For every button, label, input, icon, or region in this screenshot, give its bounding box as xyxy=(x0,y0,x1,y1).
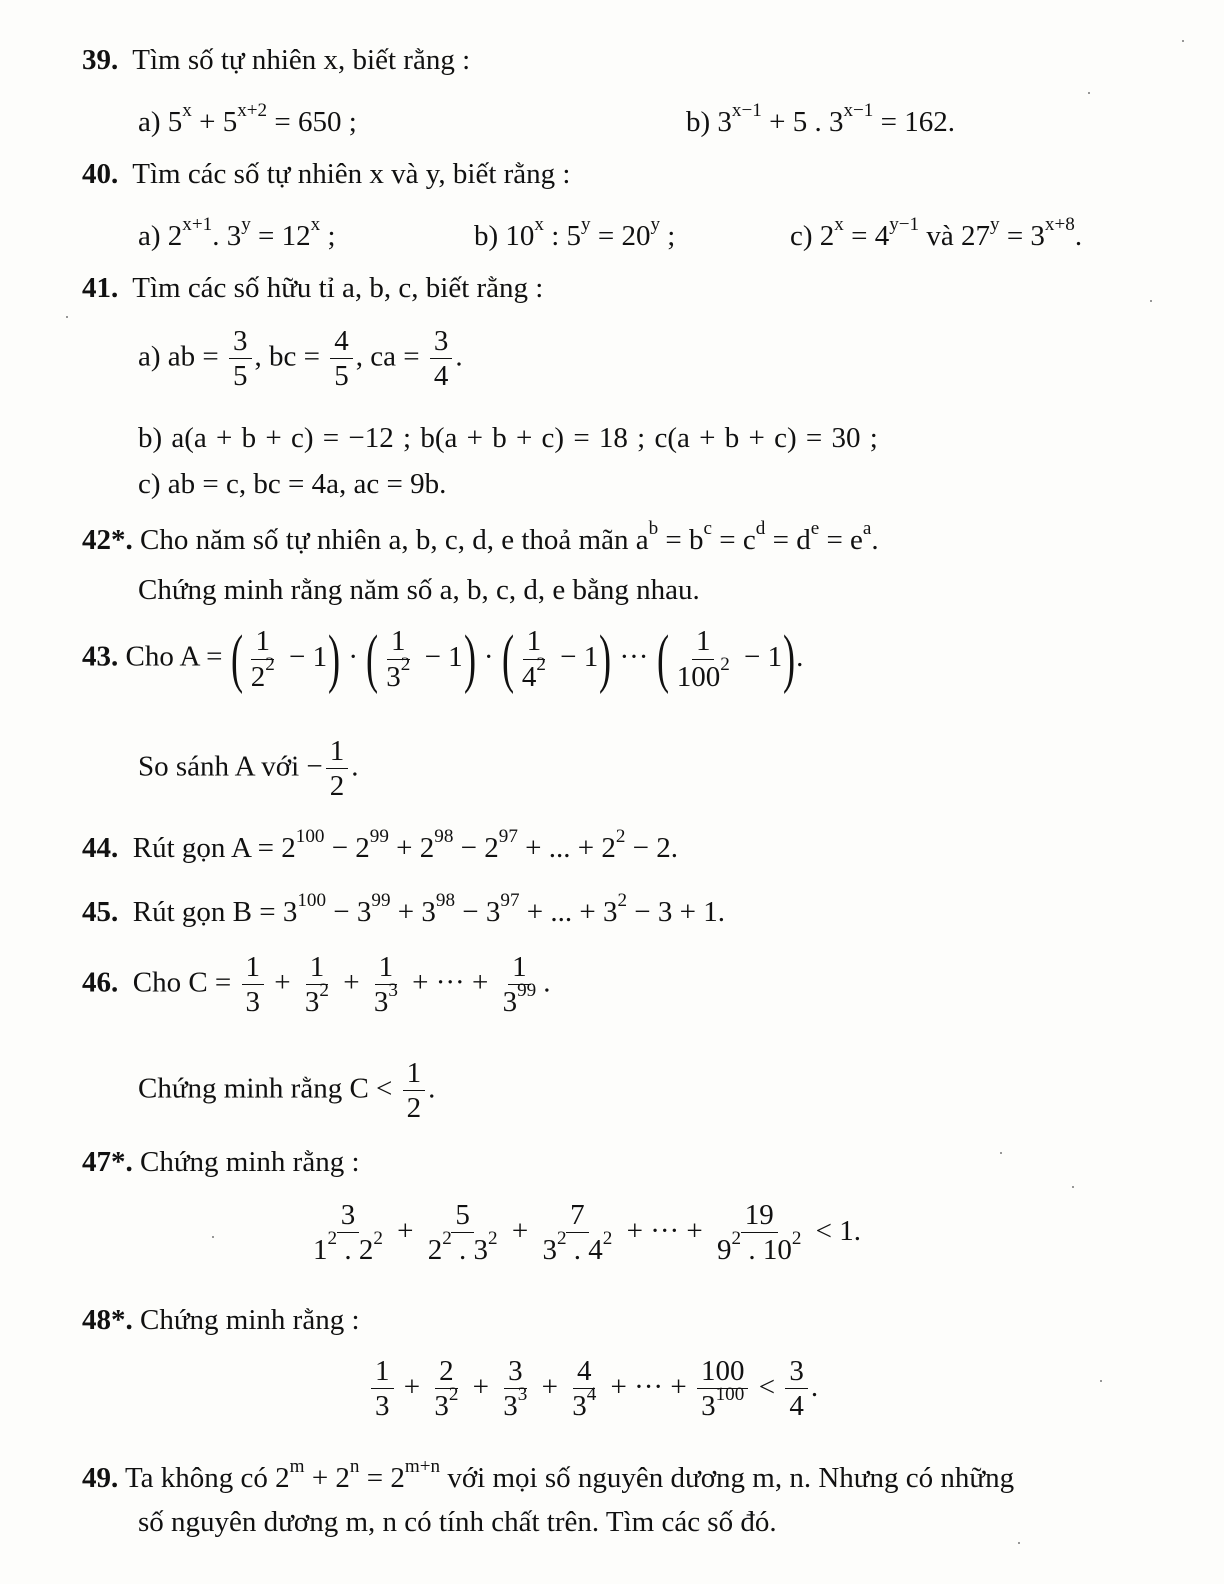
power: $3^2$ xyxy=(386,654,411,693)
scan-speck xyxy=(1182,40,1184,42)
fraction: $\frac{3}{3^3}$ xyxy=(503,1355,528,1423)
fraction: $\frac{1}{3^3}$ xyxy=(373,951,398,1019)
fraction: $\frac{3}{4}$ xyxy=(785,1356,808,1422)
power: $2^2$ xyxy=(427,1228,452,1267)
power: $2^{98}$ xyxy=(419,825,454,864)
power: $3^{97}$ xyxy=(485,889,520,928)
problem-48-header: 48*. Chứng minh rằng : xyxy=(82,1304,360,1336)
fraction: $\frac{3}{4}$ xyxy=(430,326,453,392)
problem-text: Tìm số tự nhiên x, biết rằng : xyxy=(132,44,471,76)
paren-open: ( xyxy=(230,622,243,695)
fraction: $\frac{1}{100^2}$ xyxy=(676,625,730,693)
problem-41a: a) ab = $\frac{3}{5}$ , bc = $\frac{4}{5}$ , ca = $\frac{3}{4}$ . xyxy=(138,325,463,393)
scan-speck xyxy=(212,1236,214,1238)
power: $3^4$ xyxy=(572,1384,597,1423)
power: $2^2$ xyxy=(250,654,275,693)
product-terms: ( $\frac{1}{2^2}$ − 1) · ( $\frac{1}{3^2}$ − 1) · ( $\frac{1}{4^2}$ − 1) ··· ( $\frac{1}{100^2}$ − 1). xyxy=(230,622,804,695)
fraction: $\frac{1}{2}$ xyxy=(326,736,349,802)
fraction: $\frac{1}{2^2}$ xyxy=(250,625,275,693)
problem-42-line2: Chứng minh rằng năm số a, b, c, d, e bằng nhau. xyxy=(138,574,700,606)
problem-41-header: 41. Tìm các số hữu tỉ a, b, c, biết rằng : xyxy=(82,272,544,304)
power: $100^2$ xyxy=(676,654,730,693)
power: $3^{99}$ xyxy=(356,889,391,928)
scan-speck xyxy=(66,316,68,318)
power: $3^2$ xyxy=(542,1228,567,1267)
fraction: $\frac{100}{3^{100}}$ xyxy=(697,1356,749,1422)
problem-39b: b) $3^{x-1} + 5$ . $3^{x-1} = 162$. xyxy=(686,99,955,138)
problem-40a: a) $2^{x+1}$. 3$^y$ = 12$^x$ ; xyxy=(138,213,336,252)
fraction: $\frac{1}{3^{99}}$ xyxy=(502,951,537,1019)
paren-open: ( xyxy=(366,622,379,695)
fraction: $\frac{7}{3^2 . 4^2}$ xyxy=(542,1199,613,1267)
fraction: $\frac{3}{1^2 . 2^2}$ xyxy=(313,1199,383,1267)
fraction: $\frac{4}{3^4}$ xyxy=(572,1355,597,1423)
problem-39a: a) $5^x + 5^{x+2} = 650$ ; xyxy=(138,99,357,138)
paren-open: ( xyxy=(501,622,514,695)
power: $2^{99}$ xyxy=(355,825,389,864)
problem-39-header xyxy=(82,44,470,77)
paren-close: ) xyxy=(599,622,612,695)
problem-number: 39. xyxy=(82,44,119,76)
scan-speck xyxy=(1072,1186,1074,1188)
fraction: $\frac{1}{3^2}$ xyxy=(386,625,411,693)
power: $3^2$ xyxy=(473,1228,498,1267)
problem-46-proof: Chứng minh rằng C < $\frac{1}{2}$ . xyxy=(138,1057,436,1125)
power: $4^2$ xyxy=(521,654,546,693)
fraction: $\frac{1}{3}$ xyxy=(371,1356,394,1422)
problem-40-header: 40. Tìm các số tự nhiên x và y, biết rằng : xyxy=(82,158,571,190)
problem-46: 46. Cho C = $\frac{1}{3}$ + $\frac{1}{3^2}$ + $\frac{1}{3^3}$ + ··· + $\frac{1}{3^{99}}$ . xyxy=(82,951,551,1019)
power: $3^{100}$ xyxy=(282,889,327,928)
power: $2^{100}$ xyxy=(281,825,325,864)
scan-speck xyxy=(1000,1152,1002,1154)
problem-45: 45. Rút gọn $B = 3^{100} - 3^{99} + 3^{98} - 3^{97}$ + ... + $3^2 - 3 + 1$. xyxy=(82,889,725,928)
power: $c^d$ xyxy=(742,517,766,556)
power: $3^3$ xyxy=(503,1384,528,1423)
power: $3^{100}$ xyxy=(701,1384,745,1423)
power: $d^e$ xyxy=(796,517,820,556)
problem-41c: c) ab = c, bc = 4a, ac = 9b. xyxy=(138,468,447,500)
power: $4^2$ xyxy=(588,1228,613,1267)
equation-chain: $a^b = b^c = c^d = d^e = e^a$. xyxy=(635,517,879,556)
scan-speck xyxy=(1018,1542,1020,1544)
scan-speck xyxy=(1100,1380,1102,1382)
power: $a^b$ xyxy=(635,517,659,556)
power: $1^2$ xyxy=(313,1228,338,1267)
fraction: $\frac{19}{9^2 . 10^2}$ xyxy=(717,1199,802,1267)
power: $9^2$ xyxy=(717,1228,742,1267)
paren-open: ( xyxy=(656,622,669,695)
fraction: $\frac{4}{5}$ xyxy=(330,326,353,392)
problem-47-header: 47*. Chứng minh rằng : xyxy=(82,1146,360,1178)
power: $e^a$ xyxy=(850,517,872,556)
power: $2^2$ xyxy=(358,1228,383,1267)
scan-speck xyxy=(1150,300,1152,302)
power: $2^2$ xyxy=(601,825,626,864)
power: $3^2$ xyxy=(434,1384,459,1423)
problem-49: 49. Ta không có $2^m + 2^n = 2^{m+n}$ với mọi số nguyên dương m, n. Nhưng có những xyxy=(82,1455,1015,1494)
scan-speck xyxy=(1088,92,1090,94)
paren-close: ) xyxy=(783,622,796,695)
power: 3 xyxy=(375,1390,390,1423)
fraction: $\frac{1}{3}$ xyxy=(242,952,265,1018)
fraction: $\frac{5}{2^2 . 3^2}$ xyxy=(427,1199,498,1267)
problem-49-line2: số nguyên dương m, n có tính chất trên. Tìm các số đó. xyxy=(138,1506,777,1538)
fraction: $\frac{1}{2}$ xyxy=(403,1058,426,1124)
problem-42: 42*. Cho năm số tự nhiên a, b, c, d, e thoả mãn $a^b = b^c = c^d = d^e = e^a$. xyxy=(82,517,879,556)
problem-47-inequality: $\frac{3}{1^2 . 2^2}$ + $\frac{5}{2^2 . 3^2}$ + $\frac{7}{3^2 . 4^2}$ + ··· + $\frac{19}{9^2 . 10^2}$ < 1. xyxy=(306,1200,861,1266)
fraction: $\frac{1}{4^2}$ xyxy=(521,625,546,693)
fraction: $\frac{3}{5}$ xyxy=(229,326,252,392)
problem-44: 44. Rút gọn $A = 2^{100} - 2^{99} + 2^{98} - 2^{97}$ + ... + $2^2 - 2$. xyxy=(82,825,679,864)
fraction: $\frac{2}{3^2}$ xyxy=(434,1355,459,1423)
problem-40b: b) 10$^x$ : 5$^y$ = 20$^y$ ; xyxy=(474,213,676,252)
fraction: $\frac{1}{3^2}$ xyxy=(304,951,329,1019)
power: $3^{98}$ xyxy=(421,889,456,928)
paren-close: ) xyxy=(463,622,476,695)
problem-43-compare: So sánh A với − $\frac{1}{2}$ . xyxy=(138,735,359,803)
power: $3^2$ xyxy=(602,889,628,928)
problem-48-inequality: $\frac{1}{3}$ + $\frac{2}{3^2}$ + $\frac{3}{3^3}$ + $\frac{4}{3^4}$ + ··· + $\frac{100}{3^{100}}$ < $\frac{3}{4}$ . xyxy=(368,1356,818,1422)
power: $2^{97}$ xyxy=(484,825,518,864)
problem-41b: b) a(a + b + c) = −12 ; b(a + b + c) = 18 ; c(a + b + c) = 30 ; xyxy=(138,422,878,454)
paren-close: ) xyxy=(328,622,341,695)
problem-40c: c) $2^x = 4^{y-1}$ và $27^y = 3^{x+8}$. xyxy=(790,213,1083,252)
problem-43: 43. Cho A = ( $\frac{1}{2^2}$ − 1) · ( $\frac{1}{3^2}$ − 1) · ( $\frac{1}{4^2}$ − 1) ··· ( $\frac{1}{100^2}$ − 1). xyxy=(82,622,804,695)
power: $10^2$ xyxy=(762,1228,802,1267)
power: $b^c$ xyxy=(689,517,713,556)
